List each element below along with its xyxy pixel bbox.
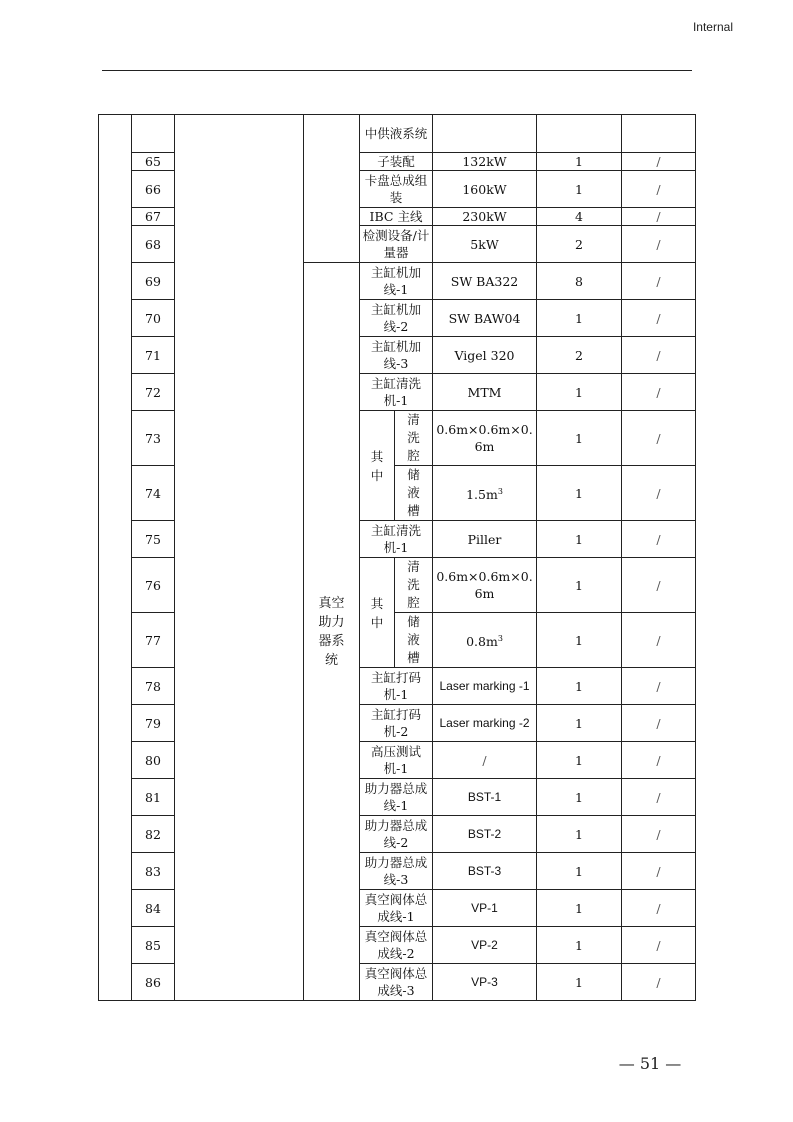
qty-cell: 1 (537, 171, 622, 208)
no-cell: 78 (132, 668, 175, 705)
name-cell: 助力器总成线-1 (360, 779, 433, 816)
qty-cell: 4 (537, 208, 622, 226)
name-cell: 真空阀体总成线-3 (360, 964, 433, 1001)
qizhong-cell (360, 558, 395, 668)
spec-cell: VP-2 (433, 927, 537, 964)
note-cell: / (622, 890, 696, 927)
name-cell: 主缸机加线-2 (360, 300, 433, 337)
spec-cell: 0.6m×0.6m×0.6m (433, 558, 537, 613)
qty-cell: 1 (537, 300, 622, 337)
name-cell: 高压测试机-1 (360, 742, 433, 779)
spec-cell: 230kW (433, 208, 537, 226)
qty-cell: 1 (537, 521, 622, 558)
qty-cell: 1 (537, 558, 622, 613)
qty-cell: 1 (537, 613, 622, 668)
name-cell: 子装配 (360, 153, 433, 171)
spec-cell (433, 115, 537, 153)
spec-cell: SW BAW04 (433, 300, 537, 337)
note-cell: / (622, 263, 696, 300)
qty-cell: 1 (537, 964, 622, 1001)
equipment-table (98, 114, 696, 1001)
name-cell: 主缸清洗机-1 (360, 521, 433, 558)
qizhong-cell (360, 411, 395, 521)
group-cell-upper (304, 115, 360, 263)
name-cell: 主缸机加线-1 (360, 263, 433, 300)
blank-column-cell (99, 115, 132, 1001)
qty-cell: 1 (537, 742, 622, 779)
name-cell: 主缸机加线-3 (360, 337, 433, 374)
name-cell: 储液槽 (395, 613, 433, 668)
group-cell-vacuum-booster (304, 263, 360, 1001)
qty-cell: 1 (537, 705, 622, 742)
note-cell: / (622, 411, 696, 466)
name-cell: 助力器总成线-3 (360, 853, 433, 890)
note-cell: / (622, 466, 696, 521)
no-cell: 79 (132, 705, 175, 742)
qty-cell: 1 (537, 853, 622, 890)
name-cell: 助力器总成线-2 (360, 816, 433, 853)
no-cell: 73 (132, 411, 175, 466)
header-rule (102, 70, 692, 71)
note-cell: / (622, 668, 696, 705)
no-cell: 65 (132, 153, 175, 171)
name-cell: 检测设备/计量器 (360, 226, 433, 263)
no-cell: 74 (132, 466, 175, 521)
note-cell: / (622, 705, 696, 742)
spec-cell: 0.6m×0.6m×0.6m (433, 411, 537, 466)
qty-cell (537, 115, 622, 153)
name-cell: 主缸打码机-2 (360, 705, 433, 742)
spec-cell: Vigel 320 (433, 337, 537, 374)
no-cell: 75 (132, 521, 175, 558)
table-row (99, 115, 696, 153)
no-cell: 68 (132, 226, 175, 263)
no-cell (132, 115, 175, 153)
qty-cell: 2 (537, 337, 622, 374)
no-cell: 76 (132, 558, 175, 613)
qty-cell: 8 (537, 263, 622, 300)
note-cell: / (622, 521, 696, 558)
name-cell: 主缸打码机-1 (360, 668, 433, 705)
no-cell: 82 (132, 816, 175, 853)
no-cell: 84 (132, 890, 175, 927)
no-cell: 70 (132, 300, 175, 337)
qty-cell: 2 (537, 226, 622, 263)
spec-cell: MTM (433, 374, 537, 411)
qizhong-label: 其中 (370, 448, 384, 483)
qizhong-label: 其中 (370, 595, 384, 630)
spec-cell: 160kW (433, 171, 537, 208)
no-cell: 67 (132, 208, 175, 226)
note-cell: / (622, 927, 696, 964)
note-cell: / (622, 964, 696, 1001)
qty-cell: 1 (537, 779, 622, 816)
qty-cell: 1 (537, 927, 622, 964)
no-cell: 86 (132, 964, 175, 1001)
note-cell: / (622, 374, 696, 411)
spec-cell: 132kW (433, 153, 537, 171)
spec-cell: Piller (433, 521, 537, 558)
note-cell: / (622, 300, 696, 337)
no-cell: 80 (132, 742, 175, 779)
note-cell: / (622, 153, 696, 171)
spec-cell: BST-2 (433, 816, 537, 853)
spec-cell: SW BA322 (433, 263, 537, 300)
note-cell: / (622, 337, 696, 374)
name-cell: 清洗腔 (395, 558, 433, 613)
spec-cell: VP-3 (433, 964, 537, 1001)
qty-cell: 1 (537, 890, 622, 927)
spec-cell: BST-1 (433, 779, 537, 816)
name-cell: 中供液系统 (360, 115, 433, 153)
name-cell: 卡盘总成组装 (360, 171, 433, 208)
note-cell: / (622, 208, 696, 226)
qty-cell: 1 (537, 668, 622, 705)
no-cell: 83 (132, 853, 175, 890)
category-cell (175, 115, 304, 1001)
spec-cell: VP-1 (433, 890, 537, 927)
name-cell: 储液槽 (395, 466, 433, 521)
no-cell: 72 (132, 374, 175, 411)
qty-cell: 1 (537, 411, 622, 466)
note-cell: / (622, 853, 696, 890)
qty-cell: 1 (537, 816, 622, 853)
note-cell: / (622, 558, 696, 613)
name-cell: 清洗腔 (395, 411, 433, 466)
note-cell: / (622, 613, 696, 668)
name-cell: 真空阀体总成线-1 (360, 890, 433, 927)
spec-cell: Laser marking -2 (433, 705, 537, 742)
spec-cell: BST-3 (433, 853, 537, 890)
no-cell: 69 (132, 263, 175, 300)
qty-cell: 1 (537, 466, 622, 521)
note-cell: / (622, 816, 696, 853)
spec-cell: $0.8m^3$ (433, 613, 537, 668)
spec-cell: $1.5m^3$ (433, 466, 537, 521)
no-cell: 81 (132, 779, 175, 816)
note-cell: / (622, 226, 696, 263)
header-label: Internal (692, 20, 733, 34)
no-cell: 66 (132, 171, 175, 208)
qty-cell: 1 (537, 374, 622, 411)
spec-cell: Laser marking -1 (433, 668, 537, 705)
no-cell: 77 (132, 613, 175, 668)
note-cell: / (622, 742, 696, 779)
note-cell (622, 115, 696, 153)
qty-cell: 1 (537, 153, 622, 171)
name-cell: 真空阀体总成线-2 (360, 927, 433, 964)
no-cell: 85 (132, 927, 175, 964)
group-label: 真空助力器系统 (318, 595, 345, 668)
spec-cell: 5kW (433, 226, 537, 263)
page-number: — 51 — (618, 1054, 682, 1073)
spec-cell: / (433, 742, 537, 779)
note-cell: / (622, 779, 696, 816)
name-cell: IBC 主线 (360, 208, 433, 226)
no-cell: 71 (132, 337, 175, 374)
name-cell: 主缸清洗机-1 (360, 374, 433, 411)
note-cell: / (622, 171, 696, 208)
